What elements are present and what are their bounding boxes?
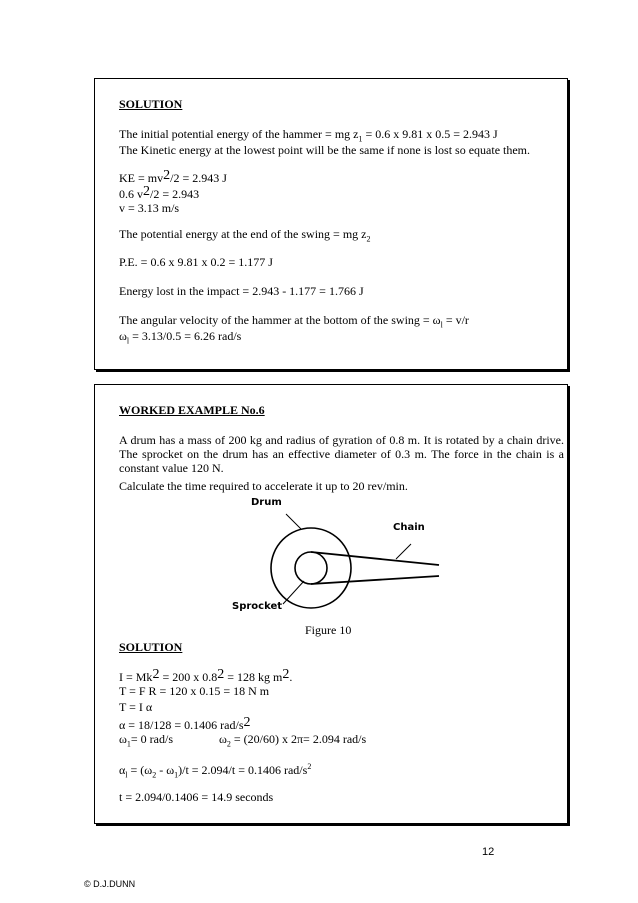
angular-velocity-statement: The angular velocity of the hammer at the bottom of the swing = $\omega_l = v/r$: [119, 313, 469, 330]
sprocket-pointer: [283, 581, 304, 604]
solution-heading: SOLUTION: [119, 97, 183, 111]
drum-diagram: [206, 493, 446, 618]
drum-sprocket-figure: [206, 493, 446, 618]
solution-box: [94, 78, 568, 370]
example-heading: WORKED EXAMPLE No.6: [119, 403, 265, 417]
pe-equation: P.E. = 0.6 x 9.81 x 0.2 = 1.177 J: [119, 255, 273, 269]
time-result: t = 2.094/0.1406 = 14.9 seconds: [119, 790, 274, 804]
time-equation: $\alpha_l = (\omega_2 - \omega_1)/t = 2.094/t = 0.1406$ rad/$s^2$: [119, 762, 312, 780]
drum-circle: [271, 528, 351, 608]
inertia-line: I = Mk2 = 200 x 0.82 = 128 kg m2.: [119, 667, 293, 684]
page-number: 12: [482, 846, 495, 858]
copyright-notice: © D.J.DUNN: [84, 879, 136, 889]
solution-heading: SOLUTION: [119, 640, 183, 654]
drum-label: Drum: [251, 497, 282, 508]
ke-substitution: 0.6 v2/2 = 2.943: [119, 184, 200, 201]
chain-upper-line: [311, 552, 439, 565]
torque-formula: T = I α: [119, 700, 153, 714]
final-pe-statement: The potential energy at the end of the swing = mg $z_2$: [119, 227, 371, 244]
sprocket-circle: [295, 552, 327, 584]
chain-pointer: [396, 544, 411, 559]
acceleration-line: α = 18/128 = 0.1406 rad/s2: [119, 715, 251, 732]
figure-caption: Figure 10: [305, 623, 352, 637]
example-question: Calculate the time required to accelerate it up to 20 rev/min.: [119, 479, 408, 493]
velocity-result: v = 3.13 m/s: [119, 201, 180, 215]
ke-equation: KE = mv2/2 = 2.943 J: [119, 168, 227, 185]
chain-lower-line: [311, 576, 439, 584]
drum-pointer: [286, 514, 301, 529]
initial-pe-line: The initial potential energy of the hammer = mg $z_1 = 0.6$ x 9.81 x 0.5 = 2.943 J: [119, 127, 498, 144]
angular-speed-line: $\omega_1= 0$ rad/s $\omega_2 = (20/60)$ x 2π= 2.094 rad/s: [119, 732, 367, 749]
example-paragraph: A drum has a mass of 200 kg and radius of gyration of 0.8 m. It is rotated by a chain drive. The sprocket on the drum has an effective diameter of 0.3 m. The force in the chain is a constant value 120 N.: [119, 433, 564, 475]
sprocket-label: Sprocket: [232, 601, 283, 612]
worked-example-box: [94, 384, 568, 824]
chain-label: Chain: [393, 522, 425, 533]
energy-loss-line: Energy lost in the impact = 2.943 - 1.177 = 1.766 J: [119, 284, 364, 298]
torque-line: T = F R = 120 x 0.15 = 18 N m: [119, 684, 270, 698]
ke-statement: The Kinetic energy at the lowest point will be the same if none is lost so equate them.: [119, 143, 531, 157]
angular-velocity-result: $\omega_l = 3.13/0.5 = 6.26$ rad/s: [119, 329, 242, 346]
